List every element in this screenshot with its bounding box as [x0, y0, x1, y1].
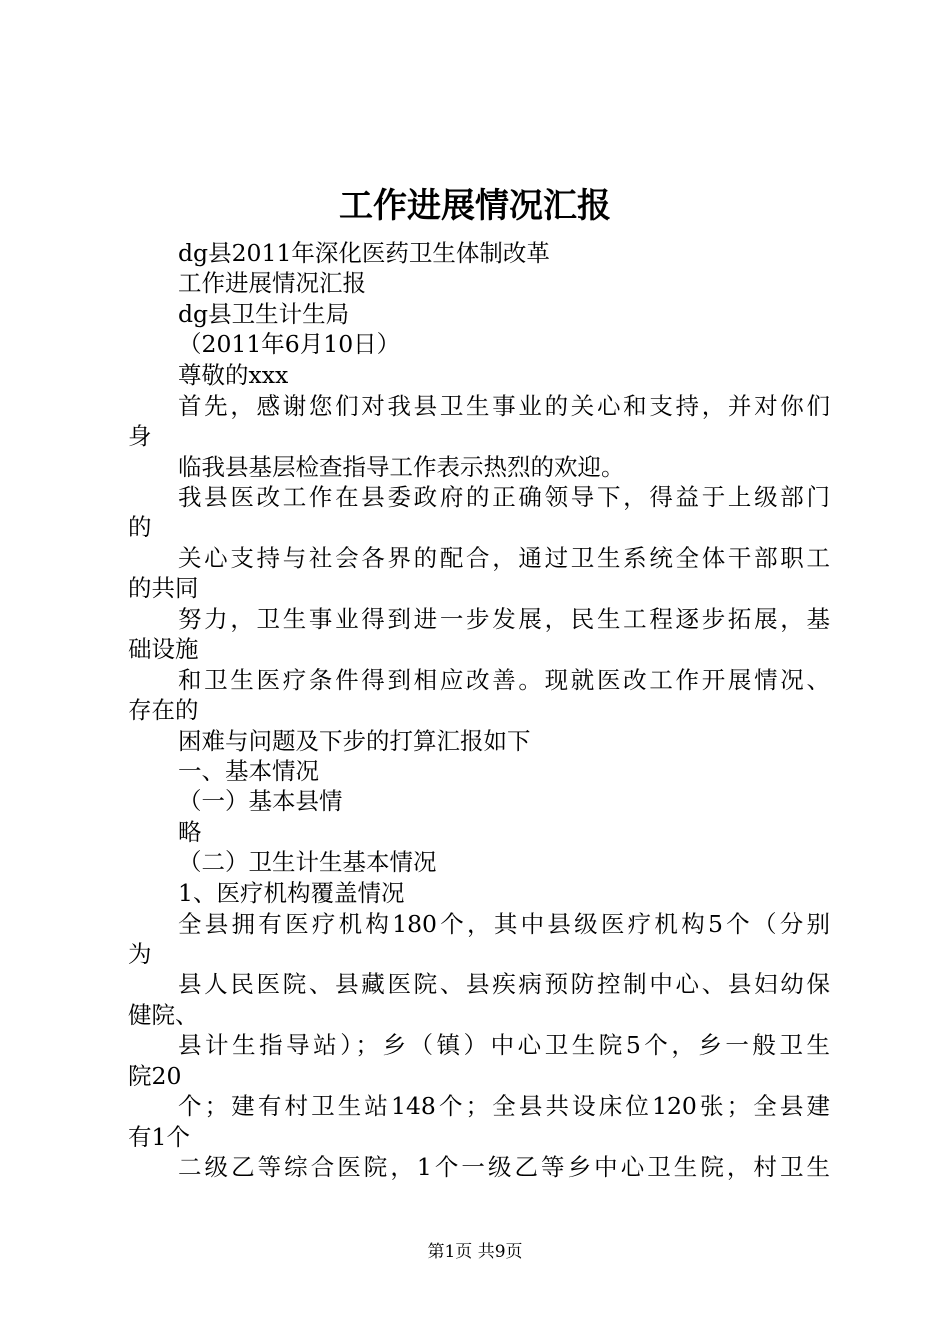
- paragraph-line: 临我县基层检查指导工作表示热烈的欢迎。: [178, 453, 625, 481]
- paragraph-line-continuation: 有1个: [128, 1123, 190, 1151]
- paragraph-line: 工作进展情况汇报: [178, 269, 366, 297]
- section-heading: 一、基本情况: [178, 757, 319, 785]
- paragraph-line: 二级乙等综合医院，1个一级乙等乡中心卫生院，村卫生: [178, 1153, 830, 1181]
- paragraph-line: 略: [178, 818, 202, 846]
- page-title: 工作进展情况汇报: [339, 186, 611, 226]
- paragraph-line: 个；建有村卫生站148个；全县共设床位120张；全县建: [178, 1092, 830, 1120]
- paragraph-line-continuation: 健院、: [128, 1001, 199, 1029]
- paragraph-line: 县人民医院、县藏医院、县疾病预防控制中心、县妇幼保: [178, 970, 830, 998]
- paragraph-line: dg县2011年深化医药卫生体制改革: [178, 239, 550, 267]
- subsection-heading: （二）卫生计生基本情况: [178, 848, 437, 876]
- paragraph-line: 我县医改工作在县委政府的正确领导下，得益于上级部门: [178, 483, 830, 511]
- paragraph-line: dg县卫生计生局: [178, 300, 350, 328]
- paragraph-line-continuation: 身: [128, 422, 152, 450]
- paragraph-line: 全县拥有医疗机构180个，其中县级医疗机构5个（分别: [178, 910, 830, 938]
- paragraph-line: 努力，卫生事业得到进一步发展，民生工程逐步拓展，基: [178, 605, 830, 633]
- paragraph-line-continuation: 的: [128, 513, 152, 541]
- paragraph-line: 首先，感谢您们对我县卫生事业的关心和支持，并对你们: [178, 392, 830, 420]
- paragraph-line: 关心支持与社会各界的配合，通过卫生系统全体干部职工: [178, 544, 830, 572]
- paragraph-line-continuation: 存在的: [128, 696, 199, 724]
- paragraph-line: （2011年6月10日）: [178, 330, 401, 358]
- paragraph-line-continuation: 的共同: [128, 574, 199, 602]
- page-footer: 第1页 共9页: [427, 1242, 523, 1262]
- paragraph-line: 县计生指导站）；乡（镇）中心卫生院5个，乡一般卫生: [178, 1031, 830, 1059]
- paragraph-line-continuation: 院20: [128, 1062, 182, 1090]
- subsection-heading: （一）基本县情: [178, 787, 343, 815]
- paragraph-line-continuation: 础设施: [128, 635, 199, 663]
- paragraph-line: 困难与问题及下步的打算汇报如下: [178, 727, 531, 755]
- paragraph-line-continuation: 为: [128, 940, 152, 968]
- salutation: 尊敬的xxx: [178, 361, 289, 389]
- paragraph-line: 和卫生医疗条件得到相应改善。现就医改工作开展情况、: [178, 666, 830, 694]
- item-heading: 1、医疗机构覆盖情况: [178, 879, 405, 907]
